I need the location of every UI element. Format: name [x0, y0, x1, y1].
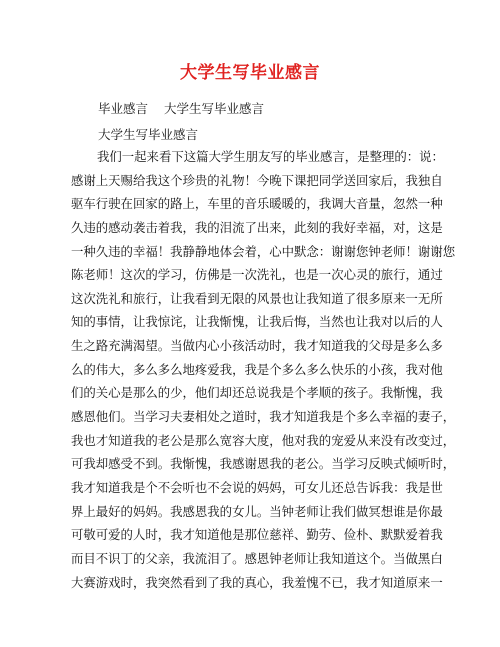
body-line: 这次洗礼和旅行，让我看到无限的风景也让我知道了很多原来一无所: [71, 290, 443, 306]
body-line: 驱车行驶在回家的路上，车里的音乐暖暖的，我调大音量，忽然一种: [71, 196, 443, 212]
meta-label: 毕业感言: [98, 101, 149, 116]
body-line: 可我却感受不到。我惭愧，我感谢恩我的老公。当学习反映式倾听时，: [71, 456, 456, 472]
body-line: 陈老师！这次的学习，仿佛是一次洗礼，也是一次心灵的旅行，通过: [71, 267, 443, 283]
body-line: 我们一起来看下这篇大学生朋友写的毕业感言，是整理的：说：: [97, 149, 444, 164]
body-line: 大赛游戏时，我突然看到了我的真心，我羞愧不已，我才知道原来一: [71, 574, 443, 590]
body-line: 我也才知道我的老公是那么宽容大度，他对我的宠爱从来没有改变过，: [71, 432, 456, 448]
body-line: 生之路充满渴望。当做内心小孩活动时，我才知道我的父母是多么多: [71, 338, 443, 354]
body-line: 一种久违的幸福！我静静地体会着，心中默念：谢谢您钟老师！谢谢您: [71, 243, 456, 259]
body-line: 知的事情，让我惊诧，让我惭愧，让我后悔，当然也让我对以后的人: [71, 314, 443, 330]
meta-line: [98, 99, 264, 117]
meta-category: 大学生写毕业感言: [164, 101, 265, 116]
document-title: 大学生写毕业感言: [180, 63, 320, 83]
body-line: 可敬可爱的人时，我才知道他是那位慈祥、勤劳、俭朴、默默爱着我: [71, 527, 443, 543]
body-line: 界上最好的妈妈。我感恩我的女儿。当钟老师让我们做冥想谁是你最: [71, 503, 443, 519]
body-text: [71, 145, 456, 594]
body-line: 感恩他们。当学习夫妻相处之道时，我才知道我是个多么幸福的妻子，: [71, 409, 456, 425]
subtitle: 大学生写毕业感言: [98, 127, 199, 142]
body-line: 感谢上天赐给我这个珍贵的礼物！今晚下课把同学送回家后，我独自: [71, 172, 443, 188]
body-line: 久违的感动袭击着我，我的泪流了出来，此刻的我好幸福，对，这是: [71, 219, 443, 235]
body-line: 么的伟大，多么多么地疼爱我，我是个多么多么快乐的小孩，我对他: [71, 361, 443, 377]
body-line: 而目不识丁的父亲，我流泪了。感恩钟老师让我知道这个。当做黑白: [71, 550, 443, 566]
body-line: 我才知道我是个不会听也不会说的妈妈，可女儿还总告诉我：我是世: [71, 479, 443, 495]
body-line: 们的关心是那么的少，他们却还总说我是个孝顺的孩子。我惭愧，我: [71, 385, 443, 401]
